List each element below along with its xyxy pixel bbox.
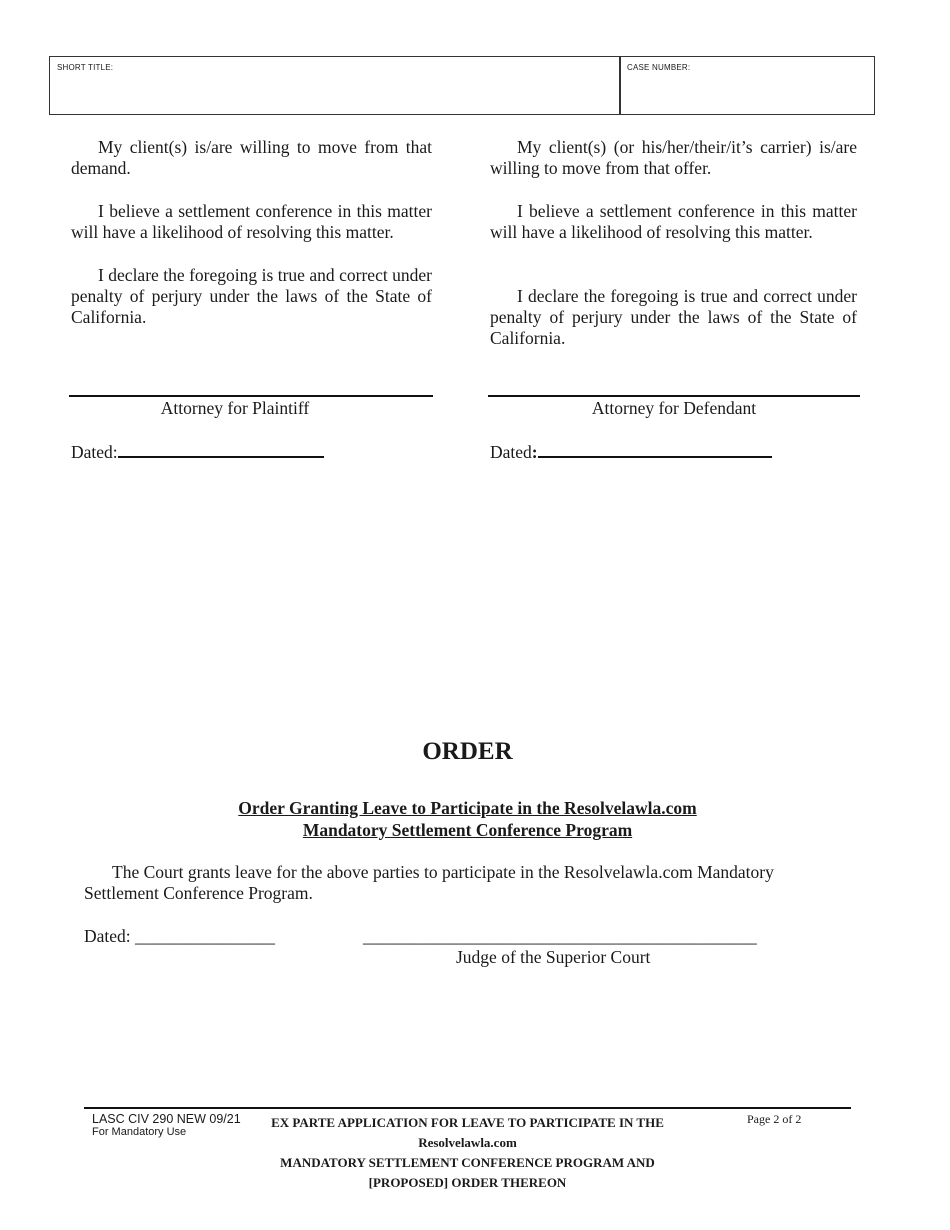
form-use: For Mandatory Use — [92, 1126, 187, 1138]
defendant-paragraph-3: I declare the foregoing is true and correct under penalty of perjury under the laws of the State of California. — [490, 286, 857, 348]
defendant-column — [490, 137, 857, 349]
judge-label: Judge of the Superior Court — [456, 947, 651, 967]
plaintiff-signature-line[interactable] — [69, 395, 433, 397]
footer-rule — [84, 1107, 851, 1109]
plaintiff-dated-field[interactable] — [118, 440, 324, 458]
defendant-paragraph-2: I believe a settlement conference in this matter will have a likelihood of resolving this matter. — [490, 201, 857, 242]
footer-title-line-3: MANDATORY SETTLEMENT CONFERENCE PROGRAM AND — [280, 1155, 655, 1170]
plaintiff-signature-label: Attorney for Plaintiff — [160, 398, 310, 418]
short-title-label: SHORT TITLE: — [57, 63, 114, 72]
order-subheading-line-2: Mandatory Settlement Conference Program — [302, 820, 633, 840]
footer-title-line-1: EX PARTE APPLICATION FOR LEAVE TO PARTICIPATE IN THE — [271, 1115, 664, 1130]
order-dated — [84, 926, 275, 947]
case-number-box — [619, 56, 875, 115]
order-text: The Court grants leave for the above parties to participate in the Resolvelawla.com Mandatory Settlement Conference Program. — [84, 862, 774, 903]
short-title-box — [49, 56, 621, 115]
plaintiff-paragraph-2: I believe a settlement conference in this matter will have a likelihood of resolving this matter. — [71, 201, 432, 242]
case-number-label: CASE NUMBER: — [627, 63, 691, 72]
plaintiff-paragraph-1: My client(s) is/are willing to move from that demand. — [71, 137, 432, 178]
plaintiff-paragraph-3: I declare the foregoing is true and correct under penalty of perjury under the laws of the State of California. — [71, 265, 432, 327]
defendant-dated — [490, 440, 772, 463]
plaintiff-column — [71, 137, 432, 328]
footer-title — [235, 1113, 700, 1193]
plaintiff-dated — [71, 440, 324, 463]
defendant-dated-colon: : — [531, 442, 538, 462]
defendant-dated-field[interactable] — [538, 440, 772, 458]
defendant-paragraph-1: My client(s) (or his/her/their/it’s carrier) is/are willing to move from that offer. — [490, 137, 857, 178]
defendant-signature-label: Attorney for Defendant — [591, 398, 757, 418]
plaintiff-dated-label: Dated: — [71, 442, 118, 462]
order-subheading-line-1: Order Granting Leave to Participate in the Resolvelawla.com — [238, 798, 697, 818]
order-heading: ORDER — [422, 738, 513, 765]
defendant-dated-label: Dated — [490, 442, 532, 462]
order-dated-field[interactable]: ________________ — [135, 926, 276, 946]
footer-title-line-4: [PROPOSED] ORDER THEREON — [368, 1175, 567, 1190]
form-number: LASC CIV 290 NEW 09/21 — [92, 1112, 241, 1126]
page-number: Page 2 of 2 — [747, 1112, 802, 1126]
footer-title-line-2: Resolvelawla.com — [418, 1135, 517, 1150]
order-subheading — [0, 797, 935, 841]
order-dated-label: Dated: — [84, 926, 131, 946]
judge-signature-field[interactable]: _____________________________________________ — [363, 926, 757, 946]
defendant-signature-line[interactable] — [488, 395, 860, 397]
